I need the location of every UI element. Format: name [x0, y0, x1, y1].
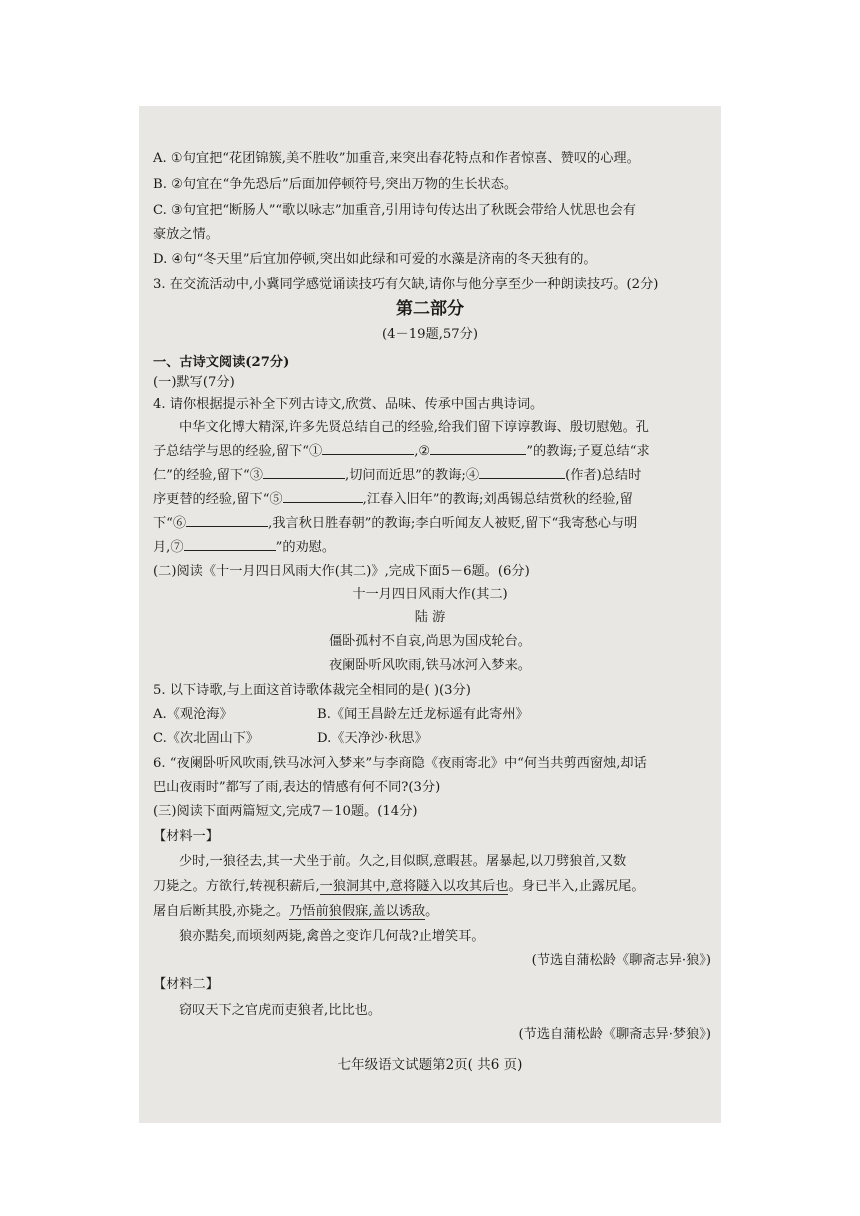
q4-text-3: 仁”的经验,留下“③ ,切问而近思”的教诲;④ (作者)总结时 — [153, 468, 642, 483]
underlined-sentence-1: 一狼洞其中,意将隧入以攻其后也 — [319, 879, 509, 894]
underlined-sentence-2: 乃悟前狼假寐,盖以诱敌 — [289, 904, 426, 919]
answer-blank-6[interactable] — [186, 514, 268, 527]
part-title: 第二部分 — [396, 299, 464, 319]
subsection-2: (二)阅读《十一月四日风雨大作(其二)》,完成下面5－6题。(6分) — [153, 564, 530, 579]
q2-option-d: D. ④句“冬天里”后宜加停顿,突出如此绿和可爱的水藻是济南的冬天独有的。 — [153, 252, 597, 267]
q4-text-6: 月,⑦ ”的劝慰。 — [153, 540, 336, 555]
question-6-cont: 巴山夜雨时”都写了雨,表达的情感有何不同?(3分) — [153, 780, 441, 795]
q4-text-2: 子总结学与思的经验,留下“① ,② ”的教诲;子夏总结“求 — [153, 444, 650, 459]
material-1-text-3: 屠自后断其股,亦毙之。乃悟前狼假寐,盖以诱敌。 — [153, 904, 439, 919]
material-1-source: (节选自蒲松龄《聊斋志异·狼》) — [531, 953, 711, 968]
material-2-label: 【材料二】 — [153, 977, 219, 992]
q5-option-b: B.《闻王昌龄左迁龙标遥有此寄州》 — [317, 707, 529, 722]
poem-title: 十一月四日风雨大作(其二) — [352, 587, 508, 602]
material-2-source: (节选自蒲松龄《聊斋志异·梦狼》) — [518, 1027, 711, 1042]
q2-option-b: B. ②句宜在“争先恐后”后面加停顿符号,突出万物的生长状态。 — [153, 177, 518, 192]
page-footer: 七年级语文试题第2页( 共6 页) — [337, 1057, 523, 1073]
material-1-text-4: 狼亦黠矣,而顷刻两毙,禽兽之变诈几何哉?止增笑耳。 — [179, 929, 485, 944]
q5-option-c: C.《次北固山下》 — [153, 731, 260, 746]
material-1-label: 【材料一】 — [153, 829, 219, 844]
question-6: 6. “夜阑卧听风吹雨,铁马冰河入梦来”与李商隐《夜雨寄北》中“何当共剪西窗烛,却话 — [153, 756, 647, 771]
answer-blank-5[interactable] — [283, 490, 363, 503]
poem-line-2: 夜阑卧听风吹雨,铁马冰河入梦来。 — [328, 658, 531, 673]
answer-blank-7[interactable] — [184, 538, 276, 551]
q2-option-c-cont: 豪放之情。 — [153, 227, 219, 242]
section-heading-1: 一、古诗文阅读(27分) — [153, 355, 290, 370]
q5-option-d: D.《天净沙·秋思》 — [317, 731, 428, 746]
answer-blank-4[interactable] — [479, 466, 565, 479]
material-1-text-1: 少时,一狼径去,其一犬坐于前。久之,目似瞑,意暇甚。屠暴起,以刀劈狼首,又数 — [179, 854, 627, 869]
answer-blank-1[interactable] — [322, 442, 414, 455]
q5-option-a: A.《观沧海》 — [153, 707, 233, 722]
subsection-1: (一)默写(7分) — [153, 375, 235, 390]
question-4: 4. 请你根据提示补全下列古诗文,欣赏、品味、传承中国古典诗词。 — [153, 397, 544, 412]
q2-option-c: C. ③句宜把“断肠人”“歌以咏志”加重音,引用诗句传达出了秋既会带给人忧思也会有 — [153, 203, 636, 218]
part-subtitle: (4－19题,57分) — [382, 327, 478, 342]
question-3: 3. 在交流活动中,小冀同学感觉诵读技巧有欠缺,请你与他分享至少一种朗读技巧。(2分) — [153, 277, 659, 292]
q4-text-4: 序更替的经验,留下“⑤ ,江春入旧年”的教诲;刘禹锡总结赏秋的经验,留 — [153, 492, 633, 507]
q4-text-1: 中华文化博大精深,许多先贤总结自己的经验,给我们留下谆谆教诲、殷切慰勉。孔 — [179, 420, 649, 435]
subsection-3: (三)阅读下面两篇短文,完成7－10题。(14分) — [153, 804, 418, 819]
answer-blank-2[interactable] — [430, 442, 526, 455]
q2-option-a: A. ①句宜把“花团锦簇,美不胜收”加重音,来突出春花特点和作者惊喜、赞叹的心理。 — [153, 151, 640, 166]
exam-page — [139, 106, 721, 1123]
question-5: 5. 以下诗歌,与上面这首诗歌体裁完全相同的是( )(3分) — [153, 683, 471, 698]
material-2-text: 窃叹天下之官虎而吏狼者,比比也。 — [179, 1003, 382, 1018]
poem-line-1: 僵卧孤村不自哀,尚思为国戍轮台。 — [328, 634, 531, 649]
material-1-text-2: 刀毙之。方欲行,转视积薪后,一狼洞其中,意将隧入以攻其后也。身已半入,止露尻尾。 — [153, 879, 645, 894]
answer-blank-3[interactable] — [263, 466, 345, 479]
poem-author: 陆 游 — [414, 610, 446, 625]
q4-text-5: 下“⑥ ,我言秋日胜春朝”的教诲;李白听闻友人被贬,留下“我寄愁心与明 — [153, 516, 638, 531]
